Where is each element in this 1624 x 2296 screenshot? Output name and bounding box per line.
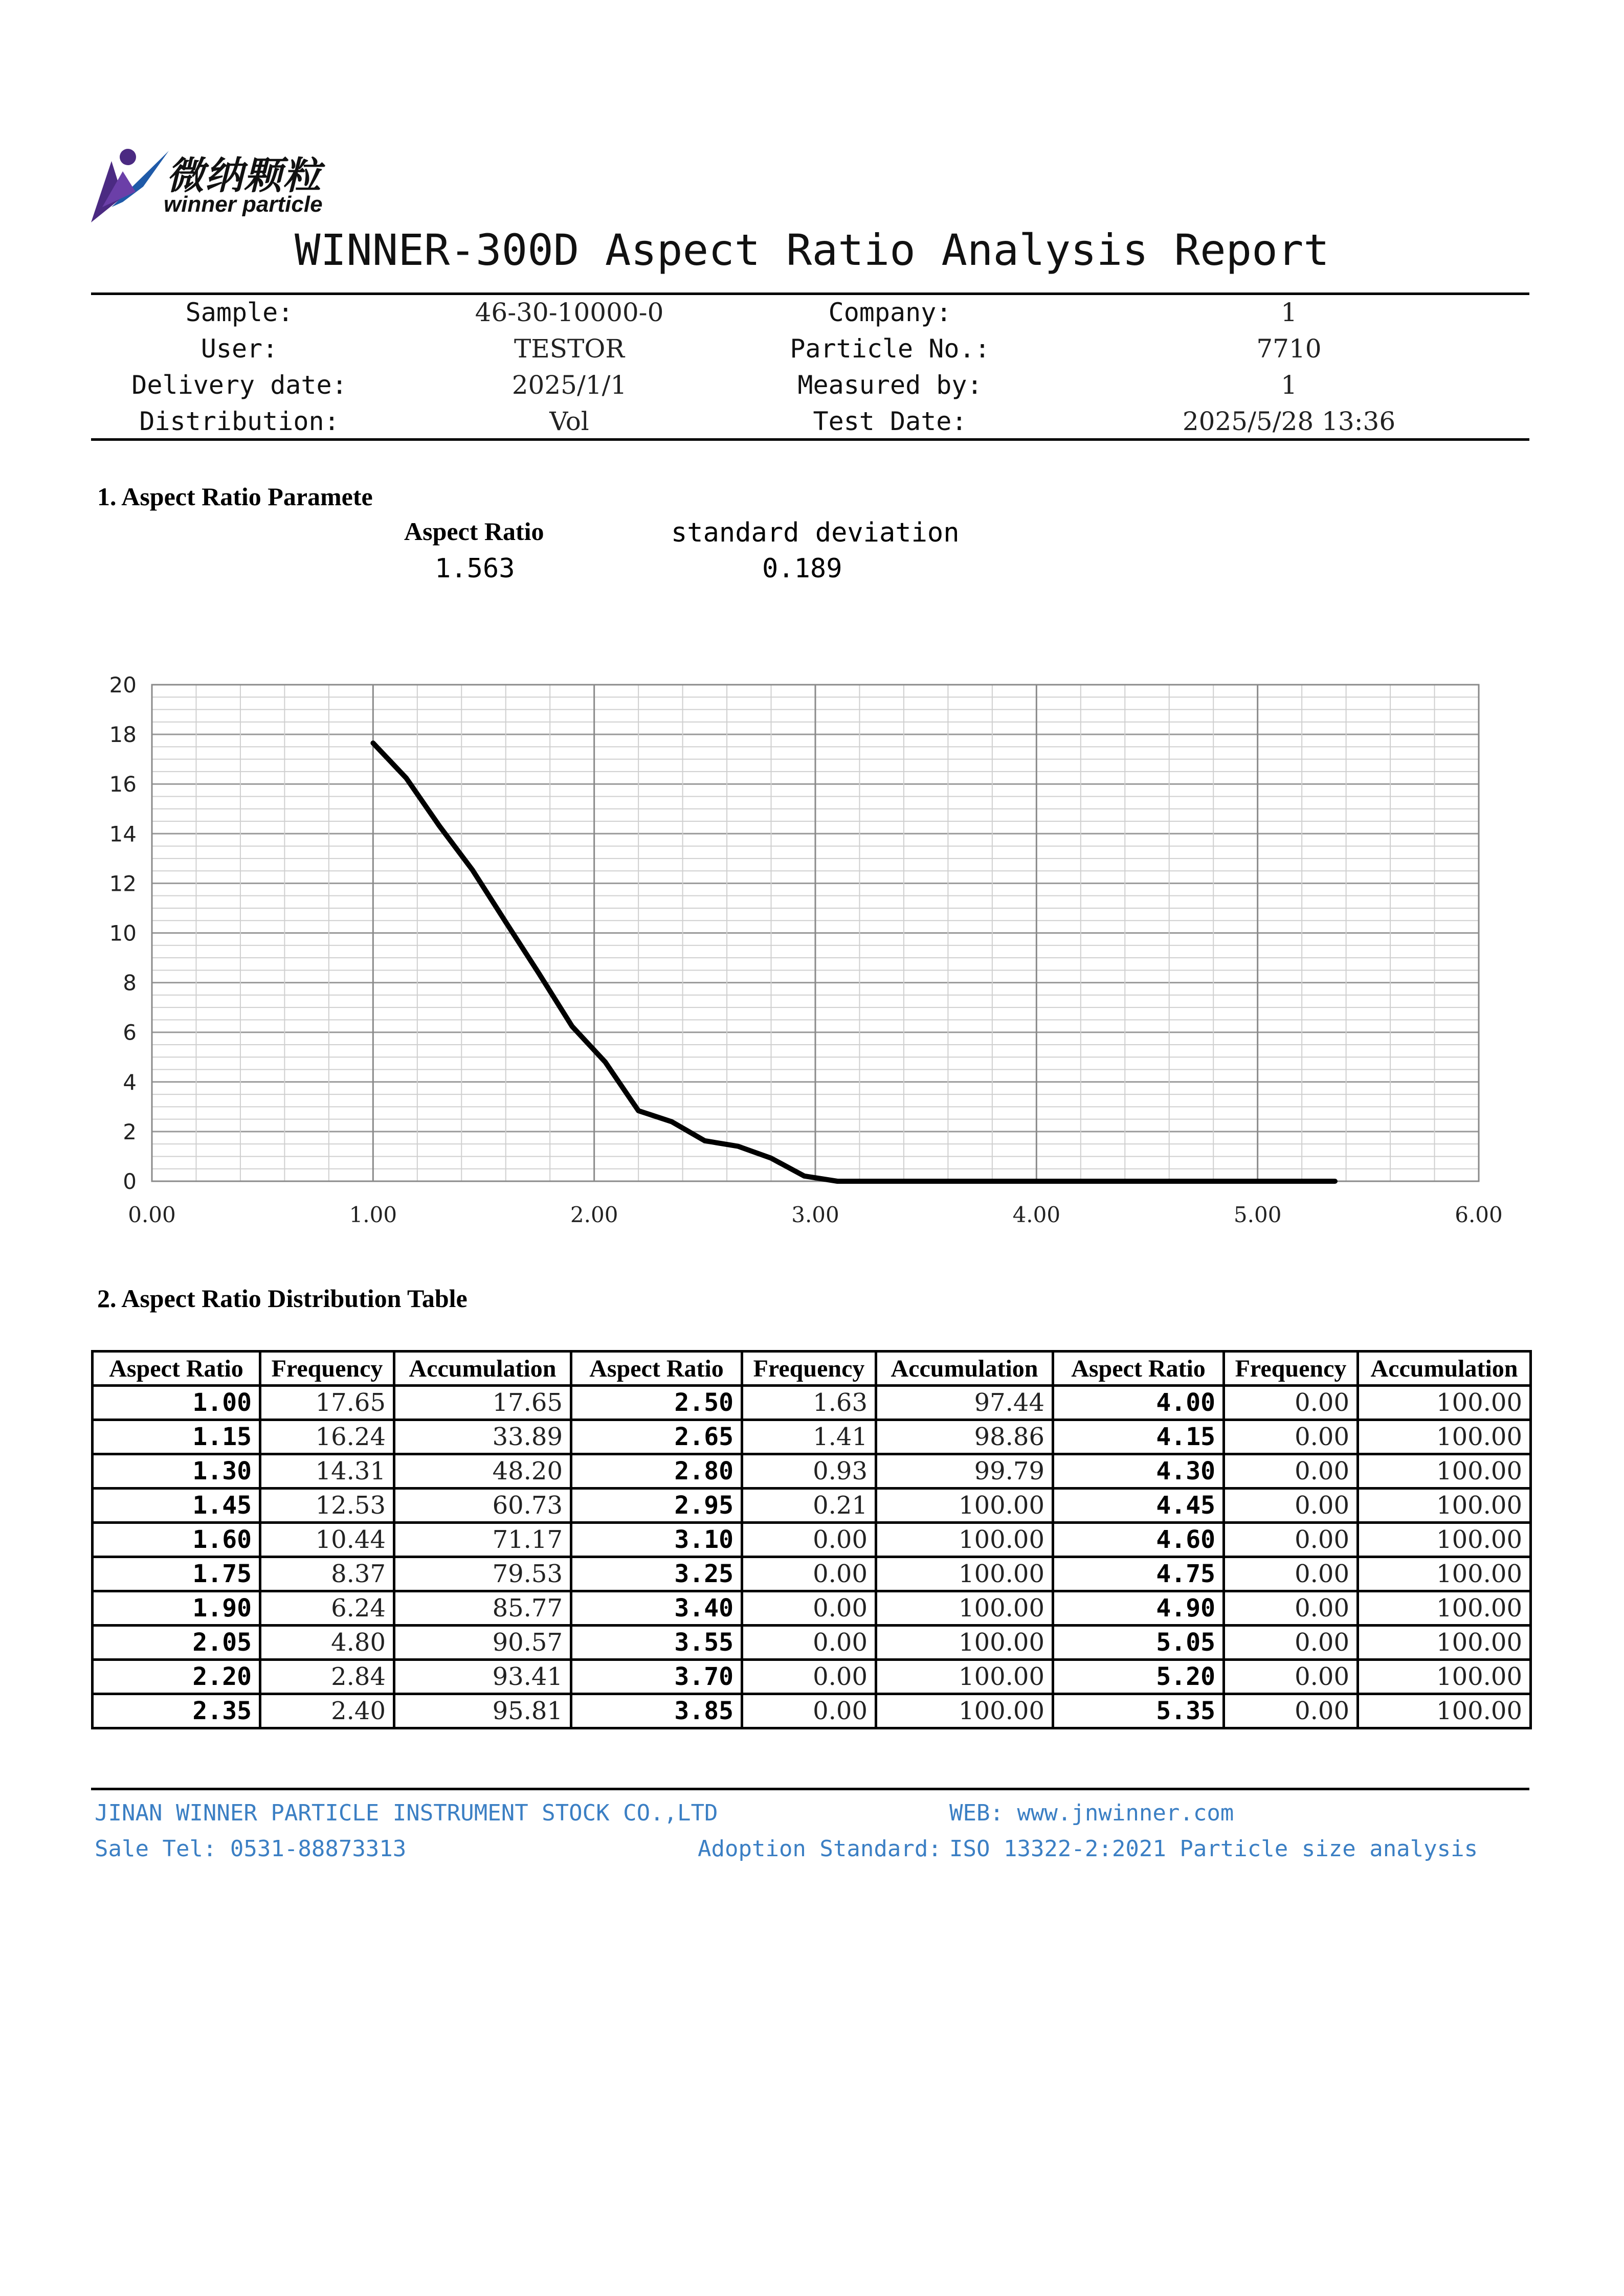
cell-accumulation: 90.57 <box>394 1626 571 1660</box>
aspect-ratio-label: Aspect Ratio <box>404 517 544 546</box>
cell-aspect-ratio: 3.10 <box>571 1523 742 1557</box>
cell-accumulation: 100.00 <box>1358 1660 1531 1694</box>
y-tick-label: 8 <box>123 970 137 996</box>
cell-frequency: 4.80 <box>260 1626 394 1660</box>
cell-accumulation: 100.00 <box>1358 1420 1531 1454</box>
cell-aspect-ratio: 1.15 <box>93 1420 260 1454</box>
table-row <box>93 1420 1531 1454</box>
chart-x-tick-labels <box>128 1202 1503 1227</box>
cell-frequency: 0.00 <box>1224 1660 1358 1694</box>
cell-frequency: 1.63 <box>742 1386 876 1420</box>
cell-accumulation: 95.81 <box>394 1694 571 1728</box>
delivery-date-value: 2025/1/1 <box>511 370 627 400</box>
cell-aspect-ratio: 3.25 <box>571 1557 742 1591</box>
col-header-frequency: Frequency <box>1224 1352 1358 1386</box>
cell-accumulation: 100.00 <box>1358 1523 1531 1557</box>
y-tick-label: 0 <box>123 1169 137 1194</box>
cell-aspect-ratio: 3.55 <box>571 1626 742 1660</box>
cell-aspect-ratio: 1.60 <box>93 1523 260 1557</box>
col-header-aspect-ratio: Aspect Ratio <box>93 1352 260 1386</box>
y-tick-label: 10 <box>109 920 137 946</box>
cell-accumulation: 100.00 <box>876 1523 1053 1557</box>
user-value: TESTOR <box>514 334 625 364</box>
cell-accumulation: 100.00 <box>876 1489 1053 1523</box>
distribution-value: Vol <box>549 407 589 436</box>
cell-frequency: 0.00 <box>1224 1694 1358 1728</box>
table-header-row <box>93 1352 1531 1386</box>
x-tick-label: 2.00 <box>570 1202 618 1227</box>
distribution-label: Distribution: <box>139 407 340 436</box>
chart-grid <box>152 685 1479 1181</box>
cell-frequency: 12.53 <box>260 1489 394 1523</box>
footer-web: WEB: www.jnwinner.com <box>949 1800 1234 1826</box>
cell-aspect-ratio: 4.15 <box>1053 1420 1224 1454</box>
cell-aspect-ratio: 4.60 <box>1053 1523 1224 1557</box>
cell-frequency: 0.00 <box>1224 1386 1358 1420</box>
table-row <box>93 1523 1531 1557</box>
y-tick-label: 6 <box>123 1020 137 1045</box>
cell-aspect-ratio: 2.50 <box>571 1386 742 1420</box>
cell-accumulation: 60.73 <box>394 1489 571 1523</box>
cell-aspect-ratio: 1.30 <box>93 1454 260 1489</box>
cell-frequency: 2.40 <box>260 1694 394 1728</box>
cell-frequency: 16.24 <box>260 1420 394 1454</box>
company-value: 1 <box>1281 298 1297 327</box>
cell-accumulation: 100.00 <box>1358 1557 1531 1591</box>
cell-frequency: 0.00 <box>1224 1626 1358 1660</box>
y-tick-label: 14 <box>109 821 137 847</box>
col-header-frequency: Frequency <box>260 1352 394 1386</box>
y-tick-label: 20 <box>109 672 137 697</box>
cell-frequency: 8.37 <box>260 1557 394 1591</box>
cell-frequency: 2.84 <box>260 1660 394 1694</box>
y-tick-label: 12 <box>109 871 137 896</box>
cell-frequency: 1.41 <box>742 1420 876 1454</box>
cell-aspect-ratio: 2.80 <box>571 1454 742 1489</box>
footer-standard-label: Adoption Standard: <box>698 1836 942 1862</box>
sample-label: Sample: <box>185 298 294 327</box>
cell-aspect-ratio: 1.45 <box>93 1489 260 1523</box>
cell-aspect-ratio: 4.00 <box>1053 1386 1224 1420</box>
cell-frequency: 0.00 <box>1224 1523 1358 1557</box>
y-tick-label: 16 <box>109 772 137 797</box>
cell-aspect-ratio: 4.90 <box>1053 1591 1224 1626</box>
x-tick-label: 6.00 <box>1455 1202 1503 1227</box>
footer-standard-value: ISO 13322-2:2021 Particle size analysis <box>949 1836 1478 1862</box>
x-tick-label: 5.00 <box>1233 1202 1282 1227</box>
cell-frequency: 10.44 <box>260 1523 394 1557</box>
std-deviation-value: 0.189 <box>762 553 842 584</box>
cell-frequency: 0.00 <box>742 1626 876 1660</box>
cell-accumulation: 100.00 <box>1358 1626 1531 1660</box>
table-row <box>93 1557 1531 1591</box>
cell-aspect-ratio: 2.35 <box>93 1694 260 1728</box>
cell-aspect-ratio: 2.20 <box>93 1660 260 1694</box>
cell-aspect-ratio: 3.40 <box>571 1591 742 1626</box>
cell-accumulation: 100.00 <box>1358 1386 1531 1420</box>
cell-frequency: 0.00 <box>1224 1489 1358 1523</box>
report-title: WINNER-300D Aspect Ratio Analysis Report <box>295 225 1329 275</box>
table-row <box>93 1626 1531 1660</box>
test-date-label: Test Date: <box>813 407 967 436</box>
cell-accumulation: 79.53 <box>394 1557 571 1591</box>
cell-aspect-ratio: 1.90 <box>93 1591 260 1626</box>
sample-value: 46-30-10000-0 <box>475 298 664 327</box>
cell-frequency: 0.00 <box>742 1557 876 1591</box>
cell-accumulation: 17.65 <box>394 1386 571 1420</box>
col-header-frequency: Frequency <box>742 1352 876 1386</box>
table-row <box>93 1660 1531 1694</box>
aspect-ratio-value: 1.563 <box>435 553 515 584</box>
cell-frequency: 0.93 <box>742 1454 876 1489</box>
table-row <box>93 1591 1531 1626</box>
cell-frequency: 0.00 <box>742 1591 876 1626</box>
measured-by-value: 1 <box>1281 370 1297 400</box>
cell-accumulation: 100.00 <box>1358 1694 1531 1728</box>
cell-aspect-ratio: 4.75 <box>1053 1557 1224 1591</box>
cell-accumulation: 100.00 <box>1358 1489 1531 1523</box>
std-deviation-label: standard deviation <box>671 517 960 548</box>
chart-y-tick-labels <box>109 672 137 1194</box>
cell-aspect-ratio: 1.00 <box>93 1386 260 1420</box>
cell-frequency: 0.00 <box>742 1694 876 1728</box>
cell-frequency: 0.00 <box>1224 1420 1358 1454</box>
table-row <box>93 1694 1531 1728</box>
x-tick-label: 4.00 <box>1012 1202 1061 1227</box>
cell-aspect-ratio: 3.85 <box>571 1694 742 1728</box>
particle-no-value: 7710 <box>1256 334 1322 364</box>
cell-accumulation: 99.79 <box>876 1454 1053 1489</box>
x-tick-label: 3.00 <box>791 1202 839 1227</box>
col-header-accumulation: Accumulation <box>1358 1352 1531 1386</box>
distribution-table <box>91 1350 1532 1729</box>
cell-frequency: 0.00 <box>1224 1557 1358 1591</box>
cell-frequency: 6.24 <box>260 1591 394 1626</box>
cell-frequency: 0.00 <box>1224 1591 1358 1626</box>
cell-aspect-ratio: 4.30 <box>1053 1454 1224 1489</box>
cell-accumulation: 48.20 <box>394 1454 571 1489</box>
col-header-accumulation: Accumulation <box>876 1352 1053 1386</box>
cell-accumulation: 85.77 <box>394 1591 571 1626</box>
user-label: User: <box>201 334 278 364</box>
y-tick-label: 18 <box>109 722 137 748</box>
cell-frequency: 14.31 <box>260 1454 394 1489</box>
cell-aspect-ratio: 5.20 <box>1053 1660 1224 1694</box>
cell-frequency: 17.65 <box>260 1386 394 1420</box>
cell-accumulation: 71.17 <box>394 1523 571 1557</box>
footer-rule <box>91 1788 1529 1790</box>
cell-frequency: 0.00 <box>742 1523 876 1557</box>
y-tick-label: 2 <box>123 1119 137 1144</box>
cell-frequency: 0.00 <box>742 1660 876 1694</box>
x-tick-label: 0.00 <box>128 1202 176 1227</box>
cell-aspect-ratio: 4.45 <box>1053 1489 1224 1523</box>
cell-accumulation: 98.86 <box>876 1420 1053 1454</box>
cell-accumulation: 33.89 <box>394 1420 571 1454</box>
y-tick-label: 4 <box>123 1069 137 1095</box>
cell-accumulation: 100.00 <box>876 1660 1053 1694</box>
col-header-aspect-ratio: Aspect Ratio <box>1053 1352 1224 1386</box>
x-tick-label: 1.00 <box>349 1202 397 1227</box>
cell-aspect-ratio: 2.05 <box>93 1626 260 1660</box>
cell-frequency: 0.21 <box>742 1489 876 1523</box>
col-header-aspect-ratio: Aspect Ratio <box>571 1352 742 1386</box>
cell-accumulation: 100.00 <box>876 1557 1053 1591</box>
logo-english-text: winner particle <box>164 192 323 217</box>
cell-aspect-ratio: 5.35 <box>1053 1694 1224 1728</box>
section2-heading: 2. Aspect Ratio Distribution Table <box>97 1284 468 1313</box>
cell-accumulation: 100.00 <box>876 1591 1053 1626</box>
cell-accumulation: 100.00 <box>1358 1454 1531 1489</box>
table-row <box>93 1386 1531 1420</box>
cell-accumulation: 97.44 <box>876 1386 1053 1420</box>
cell-aspect-ratio: 2.65 <box>571 1420 742 1454</box>
cell-frequency: 0.00 <box>1224 1454 1358 1489</box>
section1-heading: 1. Aspect Ratio Paramete <box>97 482 373 511</box>
cell-aspect-ratio: 1.75 <box>93 1557 260 1591</box>
company-label: Company: <box>828 298 952 327</box>
logo-chinese-text: 微纳颗粒 <box>166 154 322 198</box>
measured-by-label: Measured by: <box>797 370 983 400</box>
cell-accumulation: 100.00 <box>876 1626 1053 1660</box>
particle-no-label: Particle No.: <box>790 334 990 364</box>
col-header-accumulation: Accumulation <box>394 1352 571 1386</box>
cell-aspect-ratio: 3.70 <box>571 1660 742 1694</box>
table-row <box>93 1489 1531 1523</box>
cell-accumulation: 100.00 <box>876 1694 1053 1728</box>
delivery-date-label: Delivery date: <box>131 370 347 400</box>
cell-aspect-ratio: 2.95 <box>571 1489 742 1523</box>
cell-accumulation: 100.00 <box>1358 1591 1531 1626</box>
footer-company: JINAN WINNER PARTICLE INSTRUMENT STOCK CO.,LTD <box>95 1800 718 1826</box>
test-date-value: 2025/5/28 13:36 <box>1182 407 1396 436</box>
footer-tel: Sale Tel: 0531-88873313 <box>95 1836 407 1862</box>
cell-aspect-ratio: 5.05 <box>1053 1626 1224 1660</box>
table-row <box>93 1454 1531 1489</box>
cell-accumulation: 93.41 <box>394 1660 571 1694</box>
